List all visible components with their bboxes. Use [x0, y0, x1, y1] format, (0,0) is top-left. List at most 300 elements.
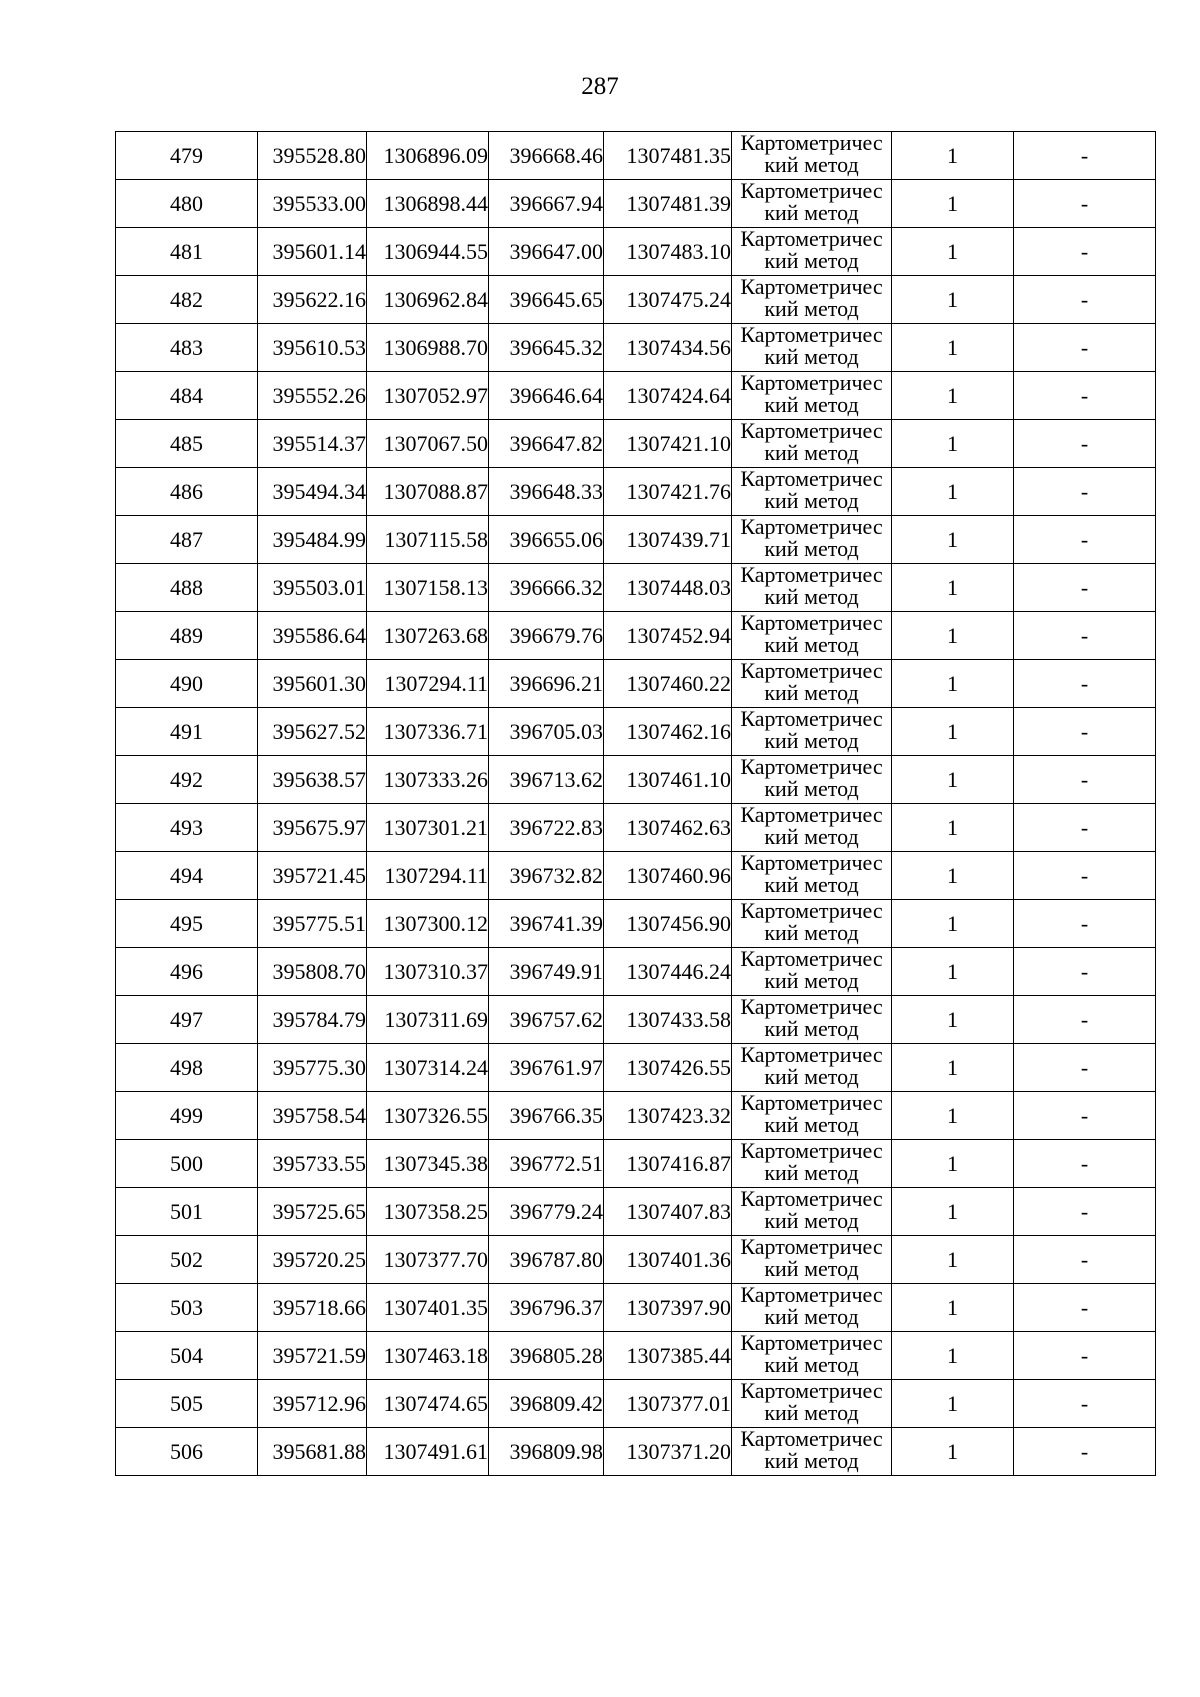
y-old-cell: 1307310.37 — [367, 948, 489, 996]
method-cell — [732, 1140, 892, 1188]
table-row — [116, 180, 1156, 228]
table-row — [116, 756, 1156, 804]
x-new-cell: 396679.76 — [489, 612, 604, 660]
method-line-2: кий метод — [764, 872, 859, 897]
method-line-2: кий метод — [764, 296, 859, 321]
method-line-1: Картометричес — [740, 563, 883, 587]
accuracy-cell: 1 — [892, 1092, 1014, 1140]
x-new-cell: 396696.21 — [489, 660, 604, 708]
note-cell: - — [1014, 276, 1156, 324]
x-new-cell: 396647.82 — [489, 420, 604, 468]
accuracy-cell: 1 — [892, 564, 1014, 612]
note-cell: - — [1014, 852, 1156, 900]
table-row — [116, 1332, 1156, 1380]
y-old-cell: 1307301.21 — [367, 804, 489, 852]
table-row — [116, 1428, 1156, 1476]
method-cell — [732, 1092, 892, 1140]
x-old-cell: 395712.96 — [258, 1380, 367, 1428]
y-old-cell: 1306988.70 — [367, 324, 489, 372]
note-cell: - — [1014, 1140, 1156, 1188]
x-new-cell: 396749.91 — [489, 948, 604, 996]
table-row — [116, 468, 1156, 516]
method-cell — [732, 756, 892, 804]
y-old-cell: 1307263.68 — [367, 612, 489, 660]
accuracy-cell: 1 — [892, 1284, 1014, 1332]
y-new-cell: 1307461.10 — [604, 756, 732, 804]
y-old-cell: 1307300.12 — [367, 900, 489, 948]
note-cell: - — [1014, 612, 1156, 660]
note-cell: - — [1014, 1236, 1156, 1284]
method-line-1: Картометричес — [740, 1091, 883, 1115]
method-cell — [732, 804, 892, 852]
x-old-cell: 395775.30 — [258, 1044, 367, 1092]
x-old-cell: 395718.66 — [258, 1284, 367, 1332]
table-row — [116, 1092, 1156, 1140]
x-new-cell: 396645.65 — [489, 276, 604, 324]
table-row — [116, 372, 1156, 420]
method-line-1: Картометричес — [740, 179, 883, 203]
method-cell — [732, 1284, 892, 1332]
note-cell: - — [1014, 1044, 1156, 1092]
method-cell — [732, 1332, 892, 1380]
note-cell: - — [1014, 804, 1156, 852]
table-row — [116, 1188, 1156, 1236]
method-line-1: Картометричес — [740, 227, 883, 251]
x-new-cell: 396809.42 — [489, 1380, 604, 1428]
accuracy-cell: 1 — [892, 948, 1014, 996]
x-old-cell: 395533.00 — [258, 180, 367, 228]
y-old-cell: 1306898.44 — [367, 180, 489, 228]
method-line-1: Картометричес — [740, 371, 883, 395]
x-new-cell: 396809.98 — [489, 1428, 604, 1476]
x-new-cell: 396772.51 — [489, 1140, 604, 1188]
method-cell — [732, 324, 892, 372]
note-cell: - — [1014, 180, 1156, 228]
x-old-cell: 395622.16 — [258, 276, 367, 324]
method-line-1: Картометричес — [740, 131, 883, 155]
method-line-1: Картометричес — [740, 947, 883, 971]
x-new-cell: 396713.62 — [489, 756, 604, 804]
y-new-cell: 1307421.10 — [604, 420, 732, 468]
point-number-cell: 503 — [116, 1284, 258, 1332]
x-new-cell: 396787.80 — [489, 1236, 604, 1284]
accuracy-cell: 1 — [892, 468, 1014, 516]
table-body — [116, 132, 1156, 1476]
method-cell — [732, 612, 892, 660]
y-old-cell: 1307158.13 — [367, 564, 489, 612]
note-cell: - — [1014, 996, 1156, 1044]
method-line-1: Картометричес — [740, 755, 883, 779]
method-cell — [732, 1188, 892, 1236]
y-new-cell: 1307462.16 — [604, 708, 732, 756]
table-row — [116, 564, 1156, 612]
method-line-1: Картометричес — [740, 1379, 883, 1403]
x-new-cell: 396647.00 — [489, 228, 604, 276]
x-old-cell: 395514.37 — [258, 420, 367, 468]
note-cell: - — [1014, 948, 1156, 996]
point-number-cell: 488 — [116, 564, 258, 612]
x-old-cell: 395720.25 — [258, 1236, 367, 1284]
method-cell — [732, 1044, 892, 1092]
y-new-cell: 1307385.44 — [604, 1332, 732, 1380]
method-line-1: Картометричес — [740, 899, 883, 923]
y-old-cell: 1307333.26 — [367, 756, 489, 804]
y-old-cell: 1307067.50 — [367, 420, 489, 468]
note-cell: - — [1014, 1428, 1156, 1476]
table-row — [116, 228, 1156, 276]
method-line-2: кий метод — [764, 968, 859, 993]
method-line-2: кий метод — [764, 1208, 859, 1233]
y-old-cell: 1306896.09 — [367, 132, 489, 180]
accuracy-cell: 1 — [892, 756, 1014, 804]
method-line-2: кий метод — [764, 200, 859, 225]
method-cell — [732, 516, 892, 564]
table-row — [116, 516, 1156, 564]
accuracy-cell: 1 — [892, 324, 1014, 372]
method-line-1: Картометричес — [740, 611, 883, 635]
table-row — [116, 132, 1156, 180]
x-old-cell: 395638.57 — [258, 756, 367, 804]
table-row — [116, 1140, 1156, 1188]
x-new-cell: 396796.37 — [489, 1284, 604, 1332]
point-number-cell: 491 — [116, 708, 258, 756]
table-row — [116, 708, 1156, 756]
method-line-2: кий метод — [764, 1112, 859, 1137]
method-line-1: Картометричес — [740, 323, 883, 347]
note-cell: - — [1014, 660, 1156, 708]
method-line-2: кий метод — [764, 632, 859, 657]
coordinates-table — [115, 131, 1156, 1476]
x-new-cell: 396805.28 — [489, 1332, 604, 1380]
note-cell: - — [1014, 1380, 1156, 1428]
point-number-cell: 490 — [116, 660, 258, 708]
point-number-cell: 487 — [116, 516, 258, 564]
note-cell: - — [1014, 324, 1156, 372]
y-new-cell: 1307446.24 — [604, 948, 732, 996]
x-old-cell: 395675.97 — [258, 804, 367, 852]
y-new-cell: 1307481.35 — [604, 132, 732, 180]
note-cell: - — [1014, 420, 1156, 468]
x-new-cell: 396668.46 — [489, 132, 604, 180]
accuracy-cell: 1 — [892, 276, 1014, 324]
method-line-1: Картометричес — [740, 419, 883, 443]
x-new-cell: 396655.06 — [489, 516, 604, 564]
x-old-cell: 395503.01 — [258, 564, 367, 612]
point-number-cell: 486 — [116, 468, 258, 516]
point-number-cell: 501 — [116, 1188, 258, 1236]
x-old-cell: 395627.52 — [258, 708, 367, 756]
point-number-cell: 481 — [116, 228, 258, 276]
method-cell — [732, 468, 892, 516]
x-old-cell: 395775.51 — [258, 900, 367, 948]
accuracy-cell: 1 — [892, 180, 1014, 228]
method-cell — [732, 1236, 892, 1284]
x-new-cell: 396705.03 — [489, 708, 604, 756]
method-cell — [732, 276, 892, 324]
point-number-cell: 493 — [116, 804, 258, 852]
x-new-cell: 396667.94 — [489, 180, 604, 228]
accuracy-cell: 1 — [892, 996, 1014, 1044]
y-old-cell: 1307474.65 — [367, 1380, 489, 1428]
y-old-cell: 1307491.61 — [367, 1428, 489, 1476]
y-new-cell: 1307460.22 — [604, 660, 732, 708]
x-old-cell: 395721.59 — [258, 1332, 367, 1380]
y-old-cell: 1307336.71 — [367, 708, 489, 756]
y-new-cell: 1307371.20 — [604, 1428, 732, 1476]
method-line-1: Картометричес — [740, 1139, 883, 1163]
y-old-cell: 1307326.55 — [367, 1092, 489, 1140]
method-line-1: Картометричес — [740, 1043, 883, 1067]
method-cell — [732, 1380, 892, 1428]
x-new-cell: 396757.62 — [489, 996, 604, 1044]
method-cell — [732, 900, 892, 948]
point-number-cell: 497 — [116, 996, 258, 1044]
accuracy-cell: 1 — [892, 900, 1014, 948]
y-new-cell: 1307423.32 — [604, 1092, 732, 1140]
method-line-1: Картометричес — [740, 995, 883, 1019]
point-number-cell: 492 — [116, 756, 258, 804]
accuracy-cell: 1 — [892, 132, 1014, 180]
y-old-cell: 1307401.35 — [367, 1284, 489, 1332]
point-number-cell: 505 — [116, 1380, 258, 1428]
x-old-cell: 395601.30 — [258, 660, 367, 708]
note-cell: - — [1014, 900, 1156, 948]
table-row — [116, 900, 1156, 948]
y-new-cell: 1307377.01 — [604, 1380, 732, 1428]
y-new-cell: 1307475.24 — [604, 276, 732, 324]
point-number-cell: 483 — [116, 324, 258, 372]
y-old-cell: 1307294.11 — [367, 660, 489, 708]
y-old-cell: 1307115.58 — [367, 516, 489, 564]
x-old-cell: 395808.70 — [258, 948, 367, 996]
note-cell: - — [1014, 132, 1156, 180]
point-number-cell: 500 — [116, 1140, 258, 1188]
y-old-cell: 1307377.70 — [367, 1236, 489, 1284]
method-cell — [732, 996, 892, 1044]
method-line-2: кий метод — [764, 344, 859, 369]
point-number-cell: 485 — [116, 420, 258, 468]
y-new-cell: 1307462.63 — [604, 804, 732, 852]
table-row — [116, 1380, 1156, 1428]
y-new-cell: 1307426.55 — [604, 1044, 732, 1092]
x-old-cell: 395721.45 — [258, 852, 367, 900]
y-new-cell: 1307452.94 — [604, 612, 732, 660]
note-cell: - — [1014, 228, 1156, 276]
y-new-cell: 1307416.87 — [604, 1140, 732, 1188]
accuracy-cell: 1 — [892, 516, 1014, 564]
table-row — [116, 1044, 1156, 1092]
accuracy-cell: 1 — [892, 852, 1014, 900]
x-old-cell: 395758.54 — [258, 1092, 367, 1140]
method-cell — [732, 660, 892, 708]
x-old-cell: 395784.79 — [258, 996, 367, 1044]
x-old-cell: 395552.26 — [258, 372, 367, 420]
method-cell — [732, 948, 892, 996]
method-line-2: кий метод — [764, 1352, 859, 1377]
x-old-cell: 395725.65 — [258, 1188, 367, 1236]
point-number-cell: 479 — [116, 132, 258, 180]
method-line-2: кий метод — [764, 1448, 859, 1473]
method-cell — [732, 852, 892, 900]
method-line-1: Картометричес — [740, 515, 883, 539]
method-line-2: кий метод — [764, 920, 859, 945]
method-line-2: кий метод — [764, 1304, 859, 1329]
note-cell: - — [1014, 708, 1156, 756]
note-cell: - — [1014, 564, 1156, 612]
x-new-cell: 396666.32 — [489, 564, 604, 612]
x-old-cell: 395484.99 — [258, 516, 367, 564]
accuracy-cell: 1 — [892, 1428, 1014, 1476]
method-line-1: Картометричес — [740, 707, 883, 731]
method-line-2: кий метод — [764, 248, 859, 273]
note-cell: - — [1014, 1188, 1156, 1236]
x-new-cell: 396779.24 — [489, 1188, 604, 1236]
y-new-cell: 1307481.39 — [604, 180, 732, 228]
method-cell — [732, 564, 892, 612]
method-line-1: Картометричес — [740, 803, 883, 827]
y-old-cell: 1307311.69 — [367, 996, 489, 1044]
table-row — [116, 612, 1156, 660]
method-line-1: Картометричес — [740, 1427, 883, 1451]
point-number-cell: 482 — [116, 276, 258, 324]
point-number-cell: 495 — [116, 900, 258, 948]
table-row — [116, 1236, 1156, 1284]
method-line-2: кий метод — [764, 488, 859, 513]
method-line-2: кий метод — [764, 392, 859, 417]
accuracy-cell: 1 — [892, 1236, 1014, 1284]
y-old-cell: 1307314.24 — [367, 1044, 489, 1092]
x-old-cell: 395610.53 — [258, 324, 367, 372]
point-number-cell: 504 — [116, 1332, 258, 1380]
accuracy-cell: 1 — [892, 708, 1014, 756]
method-line-2: кий метод — [764, 1016, 859, 1041]
y-old-cell: 1307358.25 — [367, 1188, 489, 1236]
method-cell — [732, 372, 892, 420]
point-number-cell: 506 — [116, 1428, 258, 1476]
method-line-2: кий метод — [764, 584, 859, 609]
y-new-cell: 1307424.64 — [604, 372, 732, 420]
point-number-cell: 499 — [116, 1092, 258, 1140]
method-line-2: кий метод — [764, 440, 859, 465]
note-cell: - — [1014, 756, 1156, 804]
point-number-cell: 498 — [116, 1044, 258, 1092]
x-old-cell: 395528.80 — [258, 132, 367, 180]
y-new-cell: 1307434.56 — [604, 324, 732, 372]
method-line-1: Картометричес — [740, 1331, 883, 1355]
y-new-cell: 1307448.03 — [604, 564, 732, 612]
point-number-cell: 496 — [116, 948, 258, 996]
method-cell — [732, 708, 892, 756]
x-old-cell: 395733.55 — [258, 1140, 367, 1188]
x-old-cell: 395601.14 — [258, 228, 367, 276]
method-line-1: Картометричес — [740, 659, 883, 683]
point-number-cell: 480 — [116, 180, 258, 228]
point-number-cell: 489 — [116, 612, 258, 660]
table-row — [116, 276, 1156, 324]
y-new-cell: 1307421.76 — [604, 468, 732, 516]
note-cell: - — [1014, 516, 1156, 564]
method-line-1: Картометричес — [740, 467, 883, 491]
note-cell: - — [1014, 372, 1156, 420]
table-row — [116, 852, 1156, 900]
y-old-cell: 1307294.11 — [367, 852, 489, 900]
x-old-cell: 395586.64 — [258, 612, 367, 660]
x-new-cell: 396645.32 — [489, 324, 604, 372]
method-line-1: Картометричес — [740, 275, 883, 299]
x-new-cell: 396766.35 — [489, 1092, 604, 1140]
method-line-2: кий метод — [764, 536, 859, 561]
accuracy-cell: 1 — [892, 228, 1014, 276]
method-line-2: кий метод — [764, 1064, 859, 1089]
page-number: 287 — [581, 73, 619, 100]
x-new-cell: 396646.64 — [489, 372, 604, 420]
accuracy-cell: 1 — [892, 660, 1014, 708]
method-line-2: кий метод — [764, 824, 859, 849]
method-line-2: кий метод — [764, 1256, 859, 1281]
point-number-cell: 484 — [116, 372, 258, 420]
accuracy-cell: 1 — [892, 1044, 1014, 1092]
y-new-cell: 1307407.83 — [604, 1188, 732, 1236]
note-cell: - — [1014, 468, 1156, 516]
y-new-cell: 1307397.90 — [604, 1284, 732, 1332]
accuracy-cell: 1 — [892, 612, 1014, 660]
point-number-cell: 502 — [116, 1236, 258, 1284]
method-line-2: кий метод — [764, 1160, 859, 1185]
x-new-cell: 396761.97 — [489, 1044, 604, 1092]
method-cell — [732, 132, 892, 180]
accuracy-cell: 1 — [892, 1188, 1014, 1236]
table-row — [116, 420, 1156, 468]
y-new-cell: 1307456.90 — [604, 900, 732, 948]
x-new-cell: 396741.39 — [489, 900, 604, 948]
y-old-cell: 1307052.97 — [367, 372, 489, 420]
point-number-cell: 494 — [116, 852, 258, 900]
y-old-cell: 1307463.18 — [367, 1332, 489, 1380]
table-row — [116, 948, 1156, 996]
y-new-cell: 1307401.36 — [604, 1236, 732, 1284]
table-row — [116, 804, 1156, 852]
x-old-cell: 395494.34 — [258, 468, 367, 516]
y-old-cell: 1306962.84 — [367, 276, 489, 324]
method-line-2: кий метод — [764, 1400, 859, 1425]
x-new-cell: 396732.82 — [489, 852, 604, 900]
table-row — [116, 324, 1156, 372]
table-row — [116, 1284, 1156, 1332]
method-line-2: кий метод — [764, 152, 859, 177]
method-cell — [732, 228, 892, 276]
x-new-cell: 396648.33 — [489, 468, 604, 516]
y-new-cell: 1307483.10 — [604, 228, 732, 276]
note-cell: - — [1014, 1332, 1156, 1380]
table-row — [116, 996, 1156, 1044]
method-cell — [732, 1428, 892, 1476]
y-old-cell: 1306944.55 — [367, 228, 489, 276]
y-new-cell: 1307439.71 — [604, 516, 732, 564]
y-old-cell: 1307088.87 — [367, 468, 489, 516]
method-line-2: кий метод — [764, 680, 859, 705]
accuracy-cell: 1 — [892, 1332, 1014, 1380]
accuracy-cell: 1 — [892, 1140, 1014, 1188]
accuracy-cell: 1 — [892, 1380, 1014, 1428]
method-cell — [732, 180, 892, 228]
method-line-2: кий метод — [764, 728, 859, 753]
x-old-cell: 395681.88 — [258, 1428, 367, 1476]
y-new-cell: 1307433.58 — [604, 996, 732, 1044]
method-line-1: Картометричес — [740, 851, 883, 875]
y-new-cell: 1307460.96 — [604, 852, 732, 900]
method-line-1: Картометричес — [740, 1235, 883, 1259]
method-line-1: Картометричес — [740, 1283, 883, 1307]
